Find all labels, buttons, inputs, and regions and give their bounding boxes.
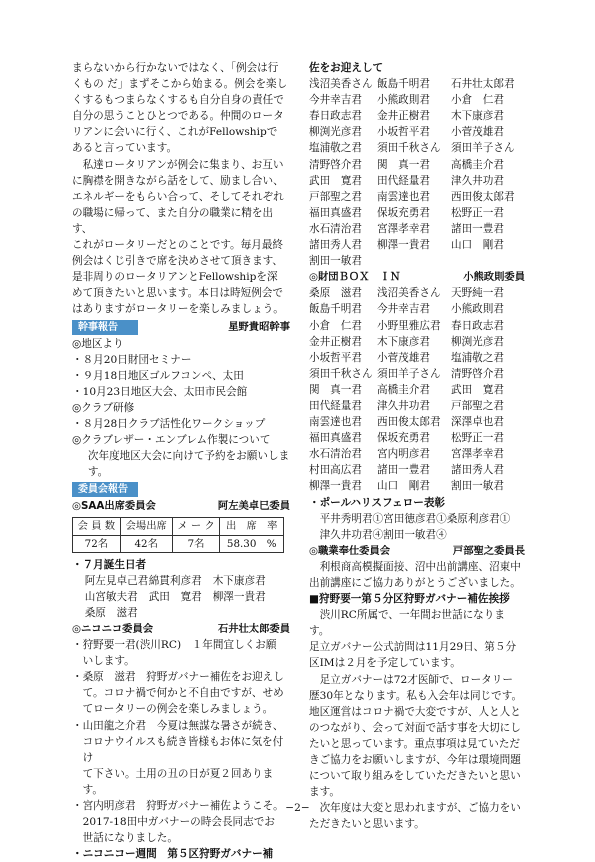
text-line: 次年度は大変と思われますが、ご協力をい [319, 802, 521, 815]
list-item: 世話になりました。 [82, 832, 178, 845]
list-item: ・狩野要一君(渋川RC) １年間宜しくお願 [72, 639, 277, 652]
list-item: いします。 [82, 655, 135, 668]
table-header-cell: 会場出席 [120, 518, 172, 535]
niko-week-heading: ・ニコニコー週間 第５区狩野ガバナー補 [72, 848, 274, 861]
member-name: 西田俊太郎君 [377, 416, 441, 429]
foundation-box-heading [309, 269, 525, 285]
list-item: ・桑原 滋君 狩野ガバナー補佐をお迎えし [72, 671, 284, 684]
table-cell: 7名 [172, 535, 220, 552]
member-name: 宮内明彦君 [377, 448, 430, 461]
member-name: 南雲達也君 [309, 416, 362, 429]
member-name: 津久井功君 [451, 174, 504, 187]
member-name: 諸田一豊君 [451, 222, 504, 235]
member-name: 小倉 仁君 [309, 319, 362, 332]
member-name: 金井正樹君 [309, 335, 362, 348]
committee-report-header [72, 481, 290, 497]
page-number: −2− [285, 802, 310, 814]
member-name: 小菅茂雄君 [377, 351, 430, 364]
intro-paragraph [72, 60, 290, 157]
member-name: 今井幸吉君 [377, 303, 430, 316]
vocational-title: ◎職業奉仕委員会 [309, 544, 391, 557]
text-line: 足立ガバナー公式訪問は11月29日、第５分 [309, 641, 517, 654]
secretary-report-tag: 幹事報告 [72, 320, 138, 335]
text-line: に胸襟を開きながら話をして、励まし合い、 [72, 174, 284, 187]
foundation-box-member: 小熊政則委員 [463, 271, 525, 284]
paul-harris-heading: ・ポールハリスフェロー表彰 [309, 496, 446, 509]
member-name: 春日政志君 [309, 110, 362, 123]
member-name: 柳渕光彦君 [309, 126, 362, 139]
member-name: 福田真盛君 [309, 432, 362, 445]
member-name: 阿左見卓己君 [84, 574, 149, 587]
member-name: 柳澤一貴君 [377, 239, 430, 252]
member-name: 木下康彦君 [377, 335, 430, 348]
member-name: 桑原 滋君 [84, 606, 138, 619]
member-name: 南雲達也君 [377, 190, 430, 203]
member-name: 須田羊子さん [377, 367, 441, 380]
member-name: 戸部聖之君 [451, 399, 504, 412]
table-header-cell: 会 員 数 [73, 518, 121, 535]
text-line: 私達ロータリアンが例会に集まり、お互い [82, 158, 284, 171]
member-name: 諸田秀人君 [309, 239, 362, 252]
member-name: 宮澤孝幸君 [377, 222, 430, 235]
text-line: 津久井功君④割田一敏君④ [319, 528, 447, 541]
left-column [72, 60, 290, 862]
member-name: 木下康彦君 [451, 110, 504, 123]
member-name: 高橋圭介君 [377, 383, 430, 396]
text-line: くもの だ」まずそこから始まる。例会を楽し [72, 78, 288, 91]
list-item: ・山田龍之介君 今夏は無謀な暑さが続き、 [72, 719, 284, 732]
second-paragraph [72, 157, 290, 318]
list-item: ◎地区より [72, 337, 124, 350]
list-item: 次年度地区大会に向けて予約をお願いしま [87, 450, 290, 463]
text-line: 歴30年となります。私も入会年は同じです。 [309, 689, 523, 702]
text-line: めて頂きたいと思います。本日は時短例会で [72, 287, 284, 300]
member-name: 田代経量君 [377, 174, 430, 187]
text-line: 平井秀明君①宮田徳彦君①桑原利彦君① [319, 512, 511, 525]
table-header-cell: メ ー ク [172, 518, 220, 535]
member-name: 戸部聖之君 [309, 190, 362, 203]
text-line: 区IMは２月を予定しています。 [309, 657, 461, 670]
text-line: 是非周りのロータリアンとFellowshipを深 [72, 271, 278, 284]
list-item: ・９月18日地区ゴルフコンペ、太田 [72, 369, 244, 382]
text-line: 地区運営はコロナ禍で大変ですが、人と人と [309, 705, 521, 718]
member-name: 木下康彦君 [212, 574, 266, 587]
member-name: 保坂充勇君 [377, 206, 430, 219]
member-name: 柳澤一貴君 [212, 590, 266, 603]
text-line: まらないから行かないではなく、「例会は行 [72, 62, 279, 74]
text-line: あると言っています。 [72, 142, 178, 155]
member-name: 綿貫利彦君 [148, 574, 202, 587]
member-name: 諸田秀人君 [451, 464, 504, 477]
list-item: ・宮内明彦君 狩野ガバナー補佐ようこそ。 [72, 800, 284, 813]
text-line: はありますがロータリーを楽しみましょう。 [72, 303, 284, 316]
table-header-row [73, 518, 284, 535]
member-name: 清野啓介君 [451, 367, 504, 380]
member-name: 天野純一君 [451, 287, 504, 300]
text-line: エネルギーをもらい合って、そしてそれぞれ [72, 190, 284, 203]
list-item: て。コロナ禍で何かと不自由ですが、せめ [82, 687, 284, 700]
text-line: 足立ガバナーは72才医師で、ロータリー [319, 673, 513, 686]
text-line: これがロータリーだとのことです。毎月最終 [72, 239, 284, 252]
member-name: 小坂哲平君 [377, 126, 430, 139]
member-name: 今井幸吉君 [309, 94, 362, 107]
member-name: 小野里雅広君 [377, 319, 441, 332]
secretary-name: 星野貴昭幹事 [228, 320, 290, 333]
saa-member: 阿左美卓巳委員 [217, 500, 290, 513]
text-line: リアンに会いに行く、これがFellowshipで [72, 126, 278, 139]
member-name: 山口 剛君 [451, 239, 504, 252]
list-item: ◎クラブ研修 [72, 401, 135, 414]
table-cell: 42名 [120, 535, 172, 552]
member-name: 石井壮太郎君 [451, 78, 515, 91]
member-name: 小坂哲平君 [309, 351, 362, 364]
member-name: 宮澤孝幸君 [451, 448, 504, 461]
text-line: について取り組みをしていただきたいと思い [309, 770, 521, 783]
niko-member: 石井壮太郎委員 [217, 623, 290, 635]
member-name: 西田俊太郎君 [451, 190, 515, 203]
name-row [85, 589, 290, 605]
member-name: 山宮敏夫君 [84, 590, 138, 603]
committee-report-tag: 委員会報告 [72, 482, 138, 497]
member-name: 福田真盛君 [309, 206, 362, 219]
saa-title: ◎SAA出席委員会 [72, 500, 156, 513]
member-name: 武田 寛君 [148, 590, 202, 603]
member-name: 浅沼美香さん [377, 287, 441, 300]
foundation-box-title: ◎財団ＢＯＸ ＩＮ [309, 271, 401, 284]
list-item: 2017-18田中ガバナーの時会長同志でお [82, 816, 275, 829]
text-line: たいと思っています。重点事項は見ていただ [309, 737, 521, 750]
member-name: 小菅茂雄君 [451, 126, 504, 139]
member-name: 松野正一君 [451, 432, 504, 445]
member-name: 須田千秋さん [309, 367, 373, 380]
member-name: 関 真一君 [309, 383, 362, 396]
member-name: 田代経量君 [309, 399, 362, 412]
list-item: ◎クラブレザー・エンブレム作製について [72, 434, 271, 447]
text-line: 出前講座にご協力ありがとうございました。 [309, 577, 521, 589]
member-name: 山口 剛君 [377, 480, 430, 493]
welcome-heading: 佐をお迎えして [309, 62, 384, 74]
member-name: 割田一敏君 [309, 255, 362, 268]
member-name: 水石清治君 [309, 222, 362, 235]
member-name: 塩浦敬之君 [309, 142, 362, 155]
speech-heading: ■狩野要一第５分区狩野ガバナー補佐挨拶 [309, 593, 510, 606]
list-item: ・８月28日クラブ活性化ワークショップ [72, 417, 266, 430]
member-name: 津久井功君 [377, 399, 430, 412]
attendance-table [72, 517, 284, 552]
text-line: ます。 [309, 786, 340, 799]
name-row [85, 605, 290, 621]
member-name: 小倉 仁君 [451, 94, 504, 107]
member-name: 春日政志君 [451, 319, 504, 332]
member-name: 金井正樹君 [377, 110, 430, 123]
text-line: ただきたいと思います。 [309, 818, 425, 831]
table-cell: 72名 [73, 535, 121, 552]
member-name: 桑原 滋君 [309, 287, 362, 300]
member-name: 村田高広君 [309, 464, 362, 477]
table-cell: 58.30 % [220, 535, 284, 552]
list-item: ・10月23日地区大会、太田市民会館 [72, 385, 248, 398]
text-line: 例会はくじ引きで席を決めさせて頂きます、 [72, 255, 284, 268]
member-name: 武田 寛君 [309, 174, 362, 187]
list-item: ・８月20日財団セミナー [72, 353, 192, 366]
member-name: 水石清治君 [309, 448, 362, 461]
text-line: くするもつまらなくするも自分自身の責任で [72, 94, 284, 107]
member-name: 塩浦敬之君 [451, 351, 504, 364]
member-name: 飯島千明君 [309, 303, 362, 316]
secretary-report-header [72, 319, 290, 335]
text-line: のつながり、会って対面で話す事を大切にし [309, 721, 521, 734]
birthday-heading: ・７月誕生日者 [72, 558, 147, 571]
list-item: てロータリーの例会を楽しみましょう。 [82, 703, 274, 716]
member-name: 須田千秋さん [377, 142, 441, 155]
vocational-member: 戸部聖之委員長 [452, 544, 525, 557]
text-line: の職場に帰って、また自分の職業に精を出す、 [72, 206, 274, 235]
member-name: 柳澤一貴君 [309, 480, 362, 493]
text-line: きご協力をお願いしますが、今年は環境問題 [309, 754, 521, 767]
member-name: 保坂充勇君 [377, 432, 430, 445]
niko-heading [72, 621, 290, 637]
member-name: 松野正一君 [451, 206, 504, 219]
list-item: コロナウイルスも続き皆様もお体に気を付け [82, 735, 284, 764]
member-name: 清野啓介君 [309, 158, 362, 171]
list-item: す。 [87, 466, 109, 479]
member-name: 須田羊子さん [451, 142, 515, 155]
birthday-names [72, 573, 290, 621]
saa-heading [72, 498, 290, 514]
member-name: 小熊政則君 [451, 303, 504, 316]
member-name: 浅沼美香さん [309, 78, 373, 91]
text-line: 自分の思うことひとつである。仲間のロータ [72, 110, 284, 123]
table-row [73, 535, 284, 552]
secretary-report-list [72, 336, 290, 481]
member-name: 柳渕光彦君 [451, 335, 504, 348]
member-name: 深澤卓也君 [451, 416, 504, 429]
vocational-heading [309, 543, 525, 559]
niko-list [72, 637, 290, 846]
member-name: 小熊政則君 [377, 94, 430, 107]
member-name: 割田一敏君 [451, 480, 504, 493]
foundation-box-names [309, 285, 525, 494]
member-name: 高橋圭介君 [451, 158, 504, 171]
member-name: 関 真一君 [377, 158, 430, 171]
name-row [85, 573, 290, 589]
text-line: 渋川RC所属で、一年間お世話になります。 [309, 609, 505, 638]
member-name: 諸田一豊君 [377, 464, 430, 477]
niko-title: ◎ニコニコ委員会 [72, 623, 154, 635]
list-item: て下さい。土用の丑の日が夏２回あります。 [82, 767, 274, 796]
right-column [309, 60, 525, 833]
text-line: 利根商高模擬面接、沼中出前講座、沼東中 [319, 560, 521, 573]
table-header-cell: 出 席 率 [220, 518, 284, 535]
member-name: 飯島千明君 [377, 78, 430, 91]
member-name: 武田 寛君 [451, 383, 504, 396]
welcome-names [309, 76, 525, 269]
